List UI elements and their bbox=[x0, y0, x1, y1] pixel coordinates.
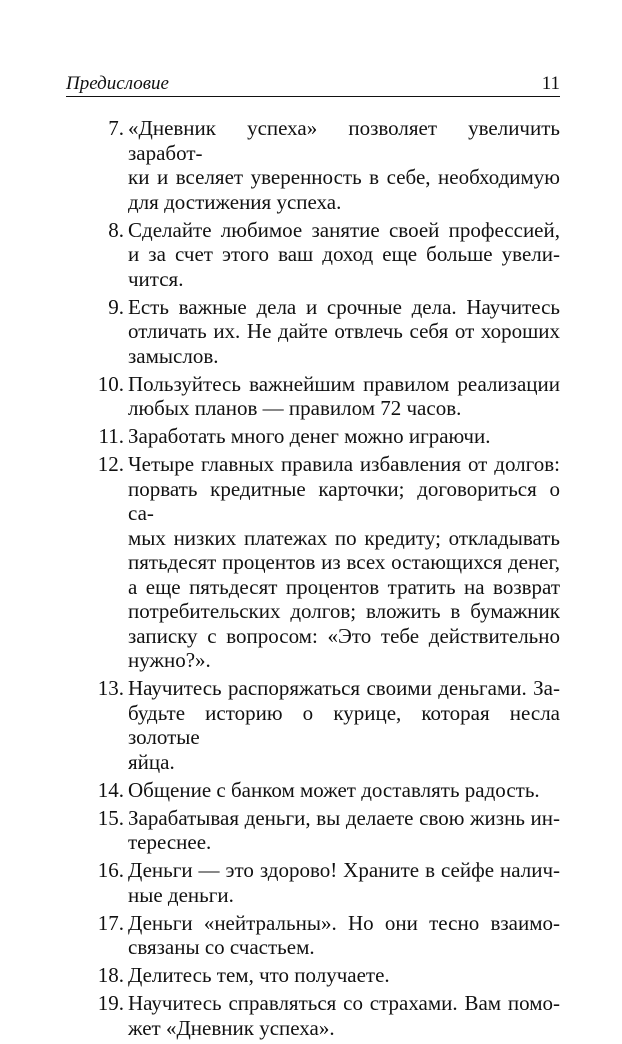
list-item-text-line: пятьдесят процентов из всех остающихся денег, bbox=[128, 550, 560, 574]
list-item-number: 11. bbox=[98, 424, 124, 448]
list-item-text-line: яйца. bbox=[128, 749, 175, 774]
list-item-text-line: любых планов — правилом 72 часов. bbox=[128, 396, 462, 420]
list-item-text-line: для достижения успеха. bbox=[128, 189, 342, 214]
list-item-number: 8. bbox=[108, 217, 124, 242]
list-item bbox=[66, 858, 560, 907]
list-item-number: 17. bbox=[97, 910, 124, 935]
list-item-text-line: замыслов. bbox=[128, 343, 219, 368]
list-item bbox=[66, 991, 560, 1040]
list-item-number: 10. bbox=[97, 371, 124, 396]
list-item-text-line: нужно?». bbox=[128, 648, 211, 672]
list-item-text-line: порвать кредитные карточки; договориться о са- bbox=[128, 476, 560, 525]
list-item-text-line: ки и вселяет уверенность в себе, необходимую bbox=[128, 165, 560, 189]
list-item-number: 16. bbox=[97, 858, 124, 882]
list-item-text-line: связаны со счастьем. bbox=[128, 935, 315, 959]
list-item-text-line: чится. bbox=[128, 266, 184, 291]
list-item-number: 7. bbox=[108, 116, 124, 140]
list-item-text-line: Заработать много денег можно играючи. bbox=[128, 424, 491, 448]
list-item-text-line: Деньги «нейтральны». Но они тесно взаимо- bbox=[128, 910, 560, 935]
list-item bbox=[66, 676, 560, 774]
list-item-text-line: Пользуйтесь важнейшим правилом реализации bbox=[128, 371, 560, 396]
numbered-list bbox=[66, 116, 560, 1044]
list-item-text-line: Четыре главных правила избавления от долгов: bbox=[128, 452, 560, 476]
list-item-text-line: Деньги — это здорово! Храните в сейфе налич- bbox=[128, 858, 560, 882]
list-item-text-line: потребительских долгов; вложить в бумажник bbox=[128, 599, 560, 623]
list-item-text-line: Сделайте любимое занятие своей профессией, bbox=[128, 217, 560, 242]
list-item-text-line: а еще пятьдесят процентов тратить на возврат bbox=[128, 574, 560, 599]
page-number: 11 bbox=[541, 73, 560, 94]
list-item-number: 18. bbox=[97, 963, 124, 987]
list-item bbox=[66, 116, 560, 214]
list-item bbox=[66, 424, 560, 449]
list-item-number: 14. bbox=[97, 777, 124, 802]
list-item-text-line: записку с вопросом: «Это тебе действительно bbox=[128, 623, 560, 648]
list-item-text-line: Делитесь тем, что получаете. bbox=[128, 963, 390, 987]
list-item-number: 13. bbox=[97, 676, 124, 700]
list-item-text-line: «Дневник успеха» позволяет увеличить заработ- bbox=[128, 116, 560, 165]
chapter-title: Предисловие bbox=[66, 73, 169, 94]
list-item-text-line: Научитесь распоряжаться своими деньгами. За- bbox=[128, 676, 560, 700]
list-item bbox=[66, 778, 560, 803]
list-item-number: 15. bbox=[97, 805, 124, 830]
list-item-text-line: Зарабатывая деньги, вы делаете свою жизнь ин- bbox=[128, 805, 560, 830]
list-item-number: 19. bbox=[97, 991, 124, 1015]
list-item bbox=[66, 295, 560, 369]
list-item-number: 9. bbox=[108, 294, 124, 319]
list-item-text-line: Есть важные дела и срочные дела. Научитесь bbox=[128, 294, 560, 319]
list-item bbox=[66, 218, 560, 292]
list-item-text-line: и за счет этого ваш доход еще больше увели- bbox=[128, 242, 560, 266]
list-item-text-line: Общение с банком может доставлять радость. bbox=[128, 777, 540, 802]
list-item bbox=[66, 372, 560, 421]
list-item-text-line: Научитесь справляться со страхами. Вам помо- bbox=[128, 991, 560, 1015]
list-item-number: 12. bbox=[97, 452, 124, 476]
list-item-text-line: жет «Дневник успеха». bbox=[128, 1015, 335, 1040]
list-item-text-line: мых низких платежах по кредиту; откладывать bbox=[128, 525, 560, 550]
list-item-text-line: ные деньги. bbox=[128, 882, 234, 907]
list-item-text-line: отличать их. Не дайте отвлечь себя от хороших bbox=[128, 319, 560, 343]
list-item bbox=[66, 963, 560, 988]
list-item bbox=[66, 911, 560, 960]
running-header bbox=[66, 70, 560, 97]
list-item bbox=[66, 452, 560, 673]
list-item-text-line: тереснее. bbox=[128, 830, 212, 854]
list-item-text-line: будьте историю о курице, которая несла золотые bbox=[128, 700, 560, 749]
list-item bbox=[66, 806, 560, 855]
